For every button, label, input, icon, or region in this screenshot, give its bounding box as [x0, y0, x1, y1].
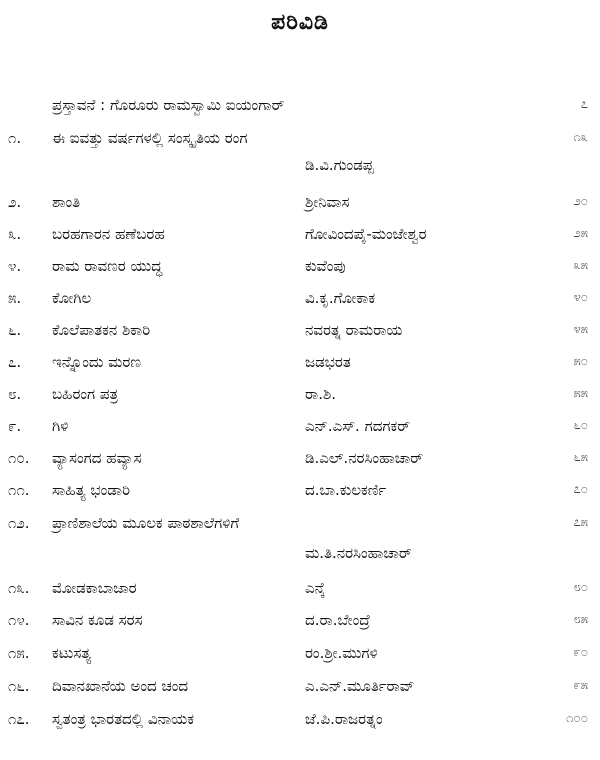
entry-author: ದ.ರಾ.ಬೇಂದ್ರೆ — [305, 611, 371, 629]
entry-author: ಕುವೆಂಪು — [305, 257, 346, 275]
entry-page: ೭೦ — [573, 482, 588, 497]
entry-page: ೪೫ — [573, 322, 588, 337]
entry-author: ಡಿ.ಎಲ್.ನರಸಿಂಹಾಚಾರ್ — [305, 449, 424, 467]
entry-page: ೨೫ — [573, 226, 588, 241]
entry-title: ಶಾಂತಿ — [52, 193, 81, 211]
entry-title: ಬರಹಗಾರನ ಹಣೆಬರಹ — [52, 225, 165, 243]
entry-page: ೩೫ — [573, 258, 588, 273]
entry-number: ೭. — [8, 353, 22, 371]
entry-title: ಪ್ರಾಣಿಶಾಲೆಯ ಮೂಲಕ ಪಾಠಶಾಲೆಗಳಿಗೆ — [52, 514, 240, 532]
entry-author: ಡಿ.ವಿ.ಗುಂಡಪ್ಪ — [305, 156, 374, 174]
entry-title: ರಾಮ ರಾವಣರ ಯುದ್ಧ — [52, 257, 163, 275]
entry-title: ದಿವಾನಖಾನೆಯ ಅಂದ ಚಂದ — [52, 677, 189, 695]
entry-title: ಗಿಳಿ — [52, 417, 69, 435]
entry-number: ೪. — [8, 257, 22, 275]
entry-title: ಕೊಲೆಪಾತಕನ ಶಿಕಾರಿ — [52, 321, 151, 339]
entry-number: ೩. — [8, 225, 22, 243]
entry-page: ೭೫ — [573, 515, 588, 530]
entry-title: ಇನ್ನೊಂದು ಮರಣ — [52, 353, 141, 371]
entry-author: ವಿ.ಕೃ.ಗೋಕಾಕ — [305, 289, 376, 307]
page-title: ಪರಿವಿಡಿ — [271, 10, 329, 35]
entry-page: ೫೦ — [573, 354, 588, 369]
entry-number: ೧೩. — [8, 579, 30, 597]
entry-author: ಜೆ.ಪಿ.ರಾಜರತ್ನಂ — [305, 710, 383, 728]
entry-page: ೪೦ — [573, 290, 588, 305]
entry-author: ರಂ.ಶ್ರೀ.ಮುಗಳಿ — [305, 644, 378, 662]
preface-label: ಪ್ರಸ್ತಾವನೆ : ಗೊರೂರು ರಾಮಸ್ವಾಮಿ ಐಯಂಗಾರ್ — [52, 96, 285, 114]
entry-page: ೯೦ — [573, 645, 588, 660]
entry-author: ಮ.ತಿ.ನರಸಿಂಹಾಚಾರ್ — [305, 544, 412, 562]
entry-title: ಸ್ವತಂತ್ರ ಭಾರತದಲ್ಲಿ ವಿನಾಯಕ — [52, 710, 194, 728]
entry-author: ಗೋವಿಂದಪೈ-ಮಂಜೇಶ್ವರ — [305, 225, 427, 243]
entry-page: ೬೦ — [573, 418, 588, 433]
entry-number: ೧೬. — [8, 677, 30, 695]
entry-number: ೧೧. — [8, 481, 30, 499]
entry-number: ೧೦. — [8, 449, 30, 467]
entry-author: ರಾ.ಶಿ. — [305, 385, 336, 403]
entry-title: ಕೋಗಿಲ — [52, 289, 92, 307]
entry-page: ೮೫ — [573, 612, 588, 627]
entry-number: ೫. — [8, 289, 22, 307]
entry-author: ನವರತ್ನ ರಾಮರಾಯ — [305, 321, 403, 339]
entry-page: ೯೫ — [573, 678, 588, 693]
entry-title: ಸಾವಿನ ಕೂಡ ಸರಸ — [52, 611, 143, 629]
entry-title: ವ್ಯಾಸಂಗದ ಹವ್ಯಾಸ — [52, 449, 142, 467]
entry-title: ಈ ಐವತ್ತು ವರ್ಷಗಳಲ್ಲಿ ಸಂಸ್ಕೃತಿಯ ರಂಗ — [52, 129, 248, 147]
entry-author: ಶ್ರೀನಿವಾಸ — [305, 193, 350, 211]
entry-author: ಎ.ಎನ್.ಮೂರ್ತಿರಾವ್ — [305, 677, 415, 695]
entry-author: ಎನ್ಕೆ — [305, 579, 325, 597]
entry-title: ಬಹಿರಂಗ ಪತ್ರ — [52, 385, 119, 403]
entry-author: ದ.ಬಾ.ಕುಲಕರ್ಣಿ — [305, 481, 387, 499]
entry-number: ೯. — [8, 417, 22, 435]
entry-number: ೧೫. — [8, 644, 30, 662]
entry-number: ೨. — [8, 193, 22, 211]
entry-number: ೮. — [8, 385, 22, 403]
entry-author: ಎನ್.ಎಸ್. ಗದಗಕರ್ — [305, 417, 411, 435]
entry-number: ೧೪. — [8, 611, 30, 629]
entry-page: ೫೫ — [573, 386, 588, 401]
entry-page: ೧೦೦ — [566, 711, 588, 726]
entry-author: ಜಡಭರತ — [305, 353, 351, 371]
entry-number: ೧೨. — [8, 514, 30, 532]
entry-page: ೧೩ — [573, 130, 588, 145]
entry-title: ಕಟುಸತ್ಯ — [52, 644, 92, 662]
entry-title: ಮೋಡಕಾಬಾಜಾರ — [52, 579, 137, 597]
entry-number: ೬. — [8, 321, 22, 339]
entry-number: ೧. — [8, 129, 22, 147]
preface-page: ೭ — [580, 97, 588, 112]
entry-number: ೧೭. — [8, 710, 30, 728]
entry-page: ೮೦ — [573, 580, 588, 595]
entry-title: ಸಾಹಿತ್ಯ ಭಂಡಾರಿ — [52, 481, 131, 499]
entry-page: ೬೫ — [573, 450, 588, 465]
entry-page: ೨೦ — [573, 194, 588, 209]
